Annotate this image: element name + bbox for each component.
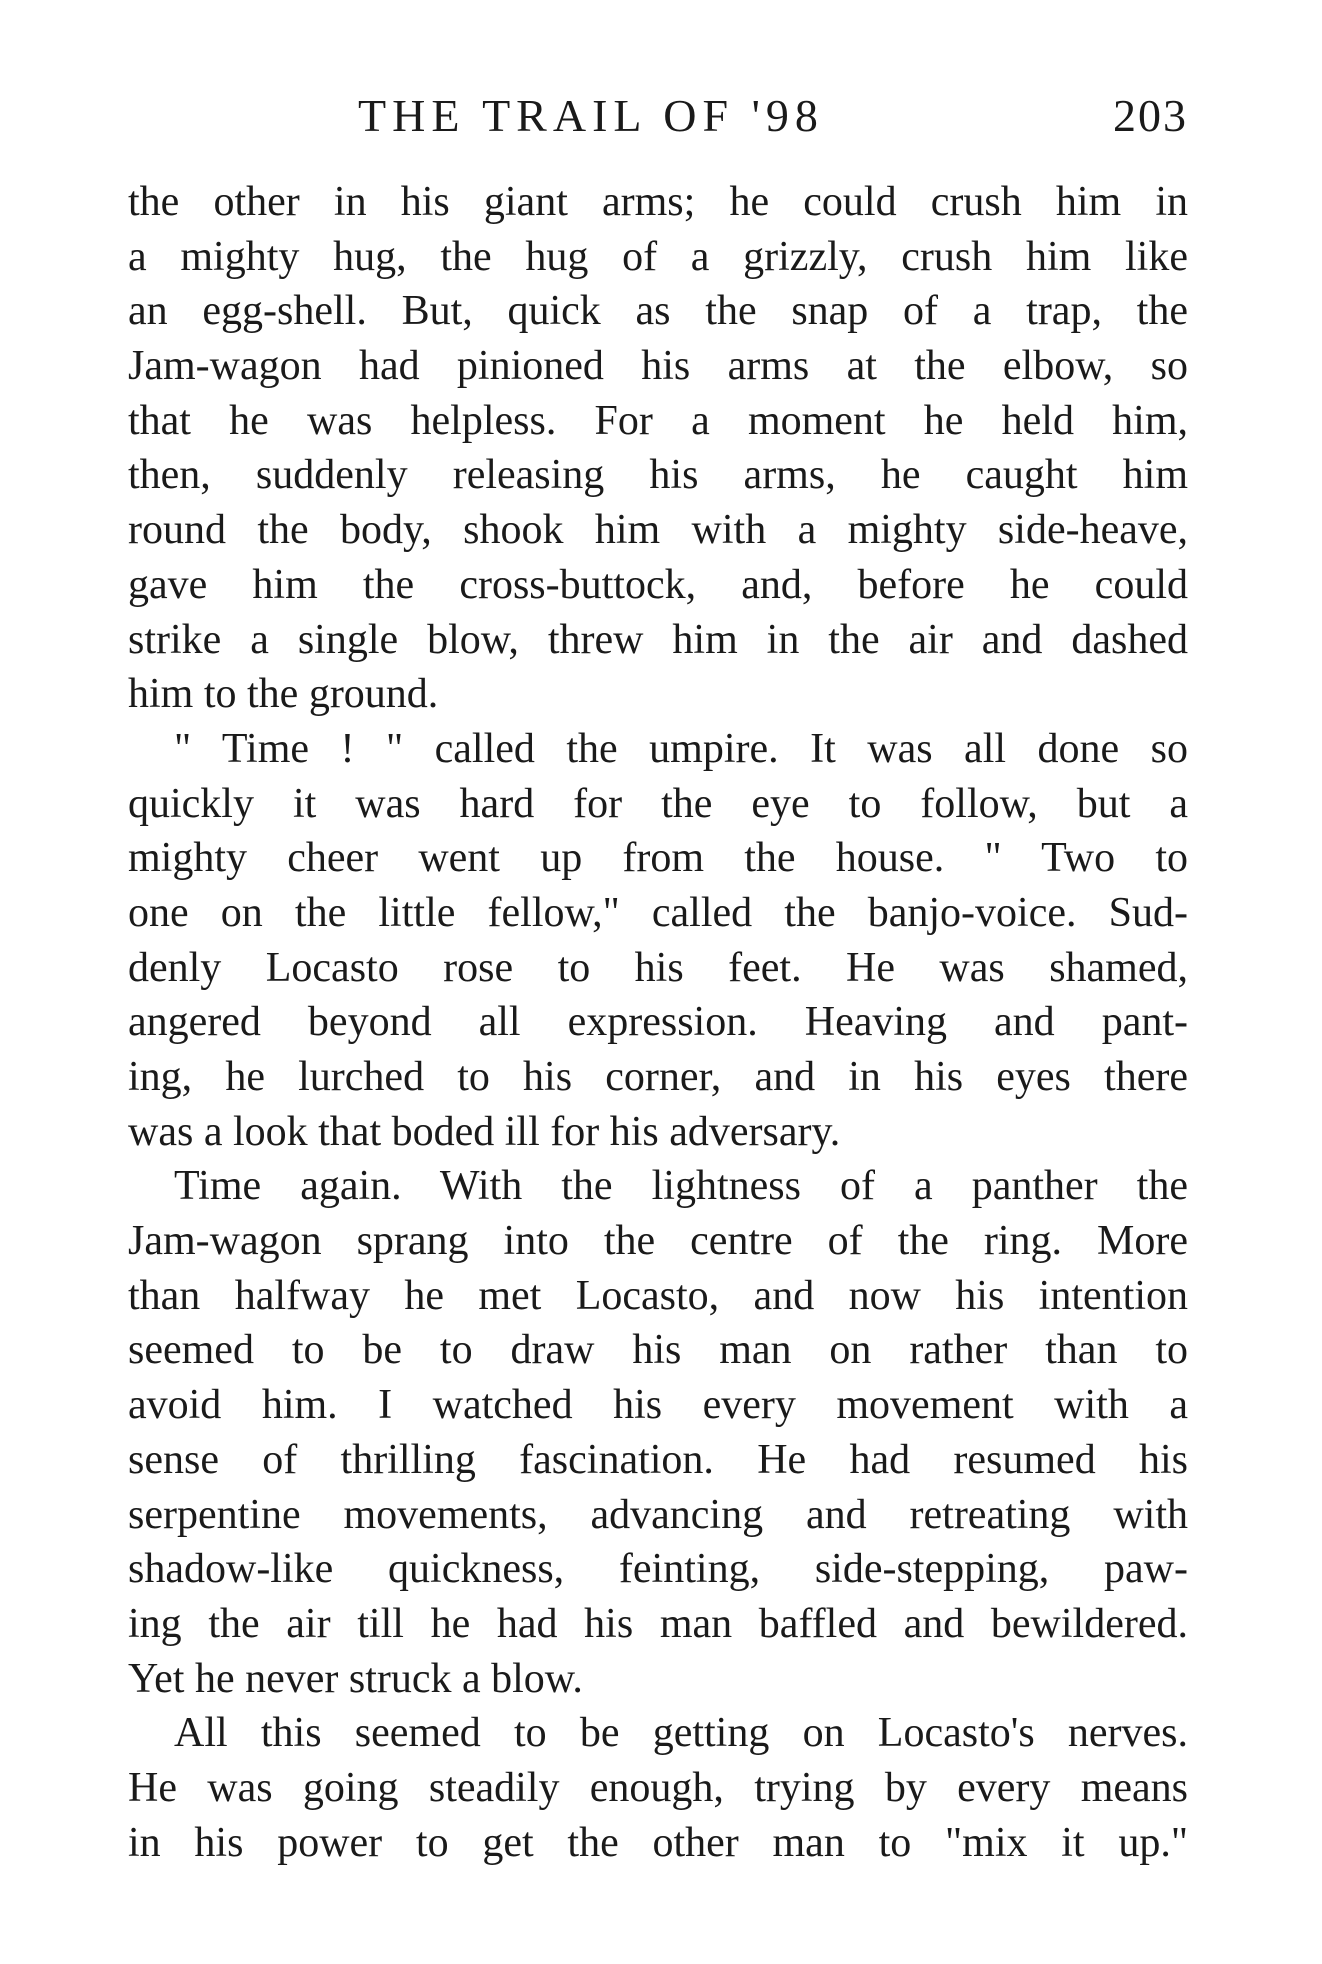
text-line: mighty cheer went up from the house. " Two to bbox=[128, 835, 1188, 882]
text-line: an egg-shell. But, quick as the snap of a trap, the bbox=[128, 288, 1188, 335]
text-line: one on the little fellow," called the banjo-voice. Sud- bbox=[128, 889, 1188, 936]
text-line: Jam-wagon sprang into the centre of the ring. More bbox=[128, 1218, 1188, 1265]
text-line: Time again. With the lightness of a panther the bbox=[174, 1163, 1188, 1210]
text-line: avoid him. I watched his every movement with a bbox=[128, 1382, 1188, 1429]
text-line: than halfway he met Locasto, and now his intention bbox=[128, 1272, 1188, 1319]
text-line: then, suddenly releasing his arms, he caught him bbox=[128, 452, 1188, 499]
text-line: him to the ground. bbox=[128, 671, 439, 718]
text-line: sense of thrilling fascination. He had resumed his bbox=[128, 1436, 1188, 1483]
text-line: round the body, shook him with a mighty side-heave, bbox=[128, 507, 1188, 554]
text-line: All this seemed to be getting on Locasto's nerves. bbox=[174, 1710, 1188, 1757]
text-line: denly Locasto rose to his feet. He was shamed, bbox=[128, 944, 1188, 991]
text-line: serpentine movements, advancing and retreating with bbox=[128, 1491, 1188, 1538]
text-line: the other in his giant arms; he could crush him in bbox=[128, 179, 1188, 225]
text-line: strike a single blow, threw him in the air and dashed bbox=[128, 616, 1188, 663]
text-line: ing the air till he had his man baffled and bewildered. bbox=[128, 1600, 1188, 1647]
text-line: ing, he lurched to his corner, and in his eyes there bbox=[128, 1054, 1188, 1100]
text-line: seemed to be to draw his man on rather than to bbox=[128, 1327, 1188, 1374]
text-line: quickly it was hard for the eye to follow, but a bbox=[128, 780, 1188, 827]
text-line: He was going steadily enough, trying by every means bbox=[128, 1764, 1188, 1811]
text-line: in his power to get the other man to "mix it up." bbox=[128, 1819, 1188, 1866]
text-line: that he was helpless. For a moment he held him, bbox=[128, 397, 1188, 444]
text-line: Yet he never struck a blow. bbox=[128, 1655, 583, 1702]
text-line: Jam-wagon had pinioned his arms at the elbow, so bbox=[128, 343, 1188, 390]
text-line: shadow-like quickness, feinting, side-stepping, paw- bbox=[128, 1546, 1188, 1593]
page-number: 203 bbox=[1113, 90, 1188, 141]
text-line: a mighty hug, the hug of a grizzly, crush him like bbox=[128, 233, 1188, 280]
running-title: THE TRAIL OF '98 bbox=[358, 90, 824, 141]
running-head bbox=[128, 86, 1188, 146]
body-text bbox=[128, 175, 1188, 1870]
text-line: gave him the cross-buttock, and, before he could bbox=[128, 561, 1188, 608]
text-line: was a look that boded ill for his adversary. bbox=[128, 1108, 841, 1155]
text-line: " Time ! " called the umpire. It was all done so bbox=[174, 725, 1188, 772]
text-line: angered beyond all expression. Heaving and pant- bbox=[128, 999, 1188, 1046]
